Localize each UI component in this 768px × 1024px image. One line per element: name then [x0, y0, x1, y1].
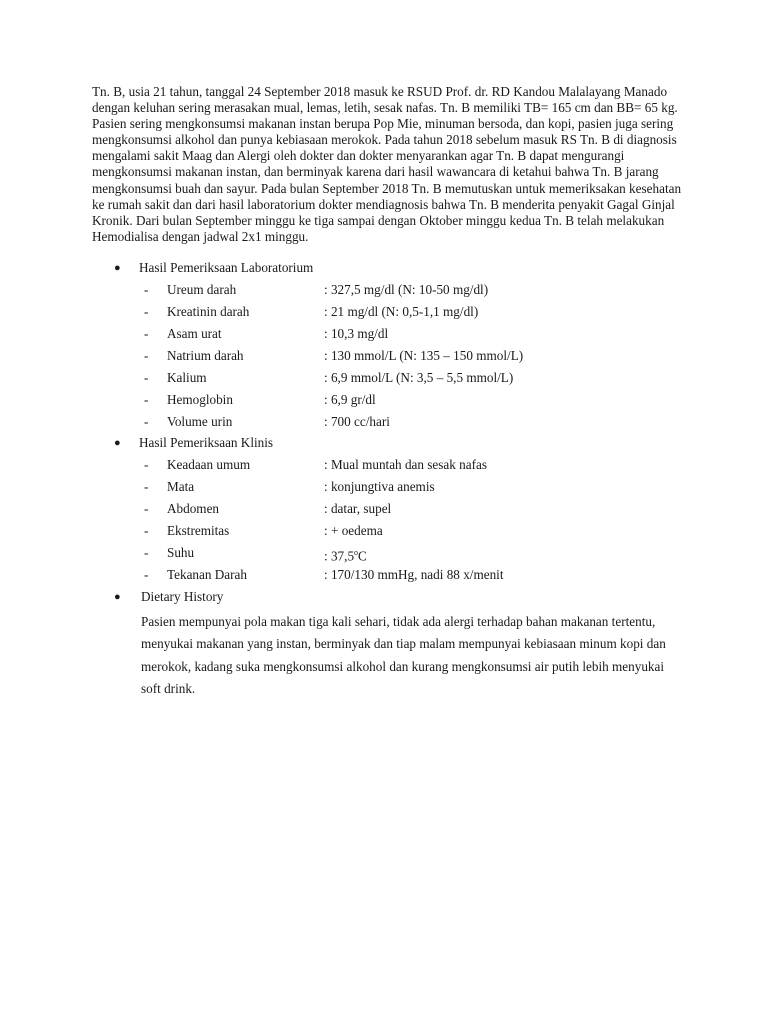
degree-superscript: o [354, 547, 359, 557]
lab-value: : 6,9 gr/dl [324, 391, 376, 407]
list-item [92, 545, 692, 567]
dash-icon: - [144, 413, 149, 429]
dash-icon: - [144, 391, 149, 407]
lab-label: Kreatinin darah [167, 303, 250, 319]
clinical-label: Ekstremitas [167, 522, 230, 538]
dash-icon: - [144, 456, 149, 472]
lab-label: Ureum darah [167, 281, 237, 297]
dietary-section-title: Dietary History [141, 588, 224, 604]
clinical-rows [92, 457, 692, 589]
document-page [92, 84, 692, 701]
dash-icon: - [144, 478, 149, 494]
dash-icon: - [144, 500, 149, 516]
clinical-value: : konjungtiva anemis [324, 478, 435, 494]
lab-value: : 130 mmol/L (N: 135 – 150 mmol/L) [324, 347, 524, 363]
clinical-label: Abdomen [167, 500, 220, 516]
dash-icon: - [144, 303, 149, 319]
lab-value: : 10,3 mg/dl [324, 325, 389, 341]
lab-section-title: Hasil Pemeriksaan Laboratorium [139, 259, 314, 275]
intro-paragraph: Tn. B, usia 21 tahun, tanggal 24 September 2018 masuk ke RSUD Prof. dr. RD Kandou Malalayang Manado dengan keluhan sering merasakan mual, lemas, letih, sesak nafas. Tn. B memiliki TB= 165 cm dan BB= 65 kg. Pasien sering mengkonsumsi makanan instan berupa Pop Mie, minuman bersoda, dan kopi, pasien juga sering mengkonsumsi alkohol dan punya kebiasaan merokok. Pada tahun 2018 sebelum masuk RS Tn. B di diagnosis mengalami sakit Maag dan Alergi oleh dokter dan dokter menyarankan agar Tn. B dapat mengurangi mengkonsumsi makanan instan, dan berminyak karena dari hasil wawancara di ketahui bahwa Tn. B jarang mengkonsumsi buah dan sayur. Pada bulan September 2018 Tn. B memutuskan untuk memeriksakan kesehatan ke rumah sakit dan dari hasil laboratorium dokter mendiagnosis bahwa Tn. B menderita penyakit Gagal Ginjal Kronik. Dari bulan September minggu ke tiga sampai dengan Oktober minggu kedua Tn. B telah melakukan Hemodialisa dengan jadwal 2x1 minggu. [92, 84, 682, 244]
suhu-value: : 37,5 [324, 548, 355, 564]
dash-icon: - [144, 522, 149, 538]
clinical-section-title: Hasil Pemeriksaan Klinis [139, 434, 274, 450]
clinical-value: : datar, supel [324, 500, 392, 516]
lab-label: Kalium [167, 369, 207, 385]
clinical-value [324, 545, 367, 564]
dash-icon: - [144, 544, 149, 560]
list-item [92, 348, 692, 370]
list-item [92, 326, 692, 348]
lab-value: : 21 mg/dl (N: 0,5-1,1 mg/dl) [324, 303, 479, 319]
list-item [92, 370, 692, 392]
lab-label: Volume urin [167, 413, 233, 429]
suhu-unit: C [358, 548, 367, 564]
list-item [92, 567, 692, 589]
dash-icon: - [144, 281, 149, 297]
clinical-label: Suhu [167, 544, 195, 560]
lab-value: : 6,9 mmol/L (N: 3,5 – 5,5 mmol/L) [324, 369, 514, 385]
bullet-icon: ● [114, 436, 121, 449]
dash-icon: - [144, 369, 149, 385]
clinical-label: Keadaan umum [167, 456, 251, 472]
lab-label: Asam urat [167, 325, 222, 341]
list-item [92, 479, 692, 501]
dash-icon: - [144, 347, 149, 363]
bullet-icon: ● [114, 261, 121, 274]
clinical-label: Tekanan Darah [167, 566, 247, 582]
clinical-value: : 170/130 mmHg, nadi 88 x/menit [324, 566, 504, 582]
lab-value: : 700 cc/hari [324, 413, 390, 429]
lab-section [92, 260, 692, 436]
clinical-value: : + oedema [324, 522, 383, 538]
list-item [92, 501, 692, 523]
dietary-paragraph: Pasien mempunyai pola makan tiga kali sehari, tidak ada alergi terhadap bahan makanan tertentu, menyukai makanan yang instan, berminyak dan tiap malam mempunyai kebiasaan minum kopi dan merokok, kadang suka mengkonsumsi alkohol dan kurang mengkonsumsi air putih lebih menyukai soft drink. [141, 613, 666, 697]
dash-icon: - [144, 325, 149, 341]
clinical-label: Mata [167, 478, 195, 494]
list-item [92, 523, 692, 545]
list-item [92, 414, 692, 436]
dietary-section [92, 589, 692, 701]
bullet-icon: ● [114, 590, 121, 603]
lab-rows [92, 282, 692, 436]
list-item [92, 392, 692, 414]
clinical-value: : Mual muntah dan sesak nafas [324, 456, 487, 472]
lab-label: Natrium darah [167, 347, 244, 363]
lab-label: Hemoglobin [167, 391, 233, 407]
list-item [92, 457, 692, 479]
list-item [92, 282, 692, 304]
dash-icon: - [144, 566, 149, 582]
lab-value: : 327,5 mg/dl (N: 10-50 mg/dl) [324, 281, 489, 297]
clinical-section [92, 435, 692, 589]
list-item [92, 304, 692, 326]
